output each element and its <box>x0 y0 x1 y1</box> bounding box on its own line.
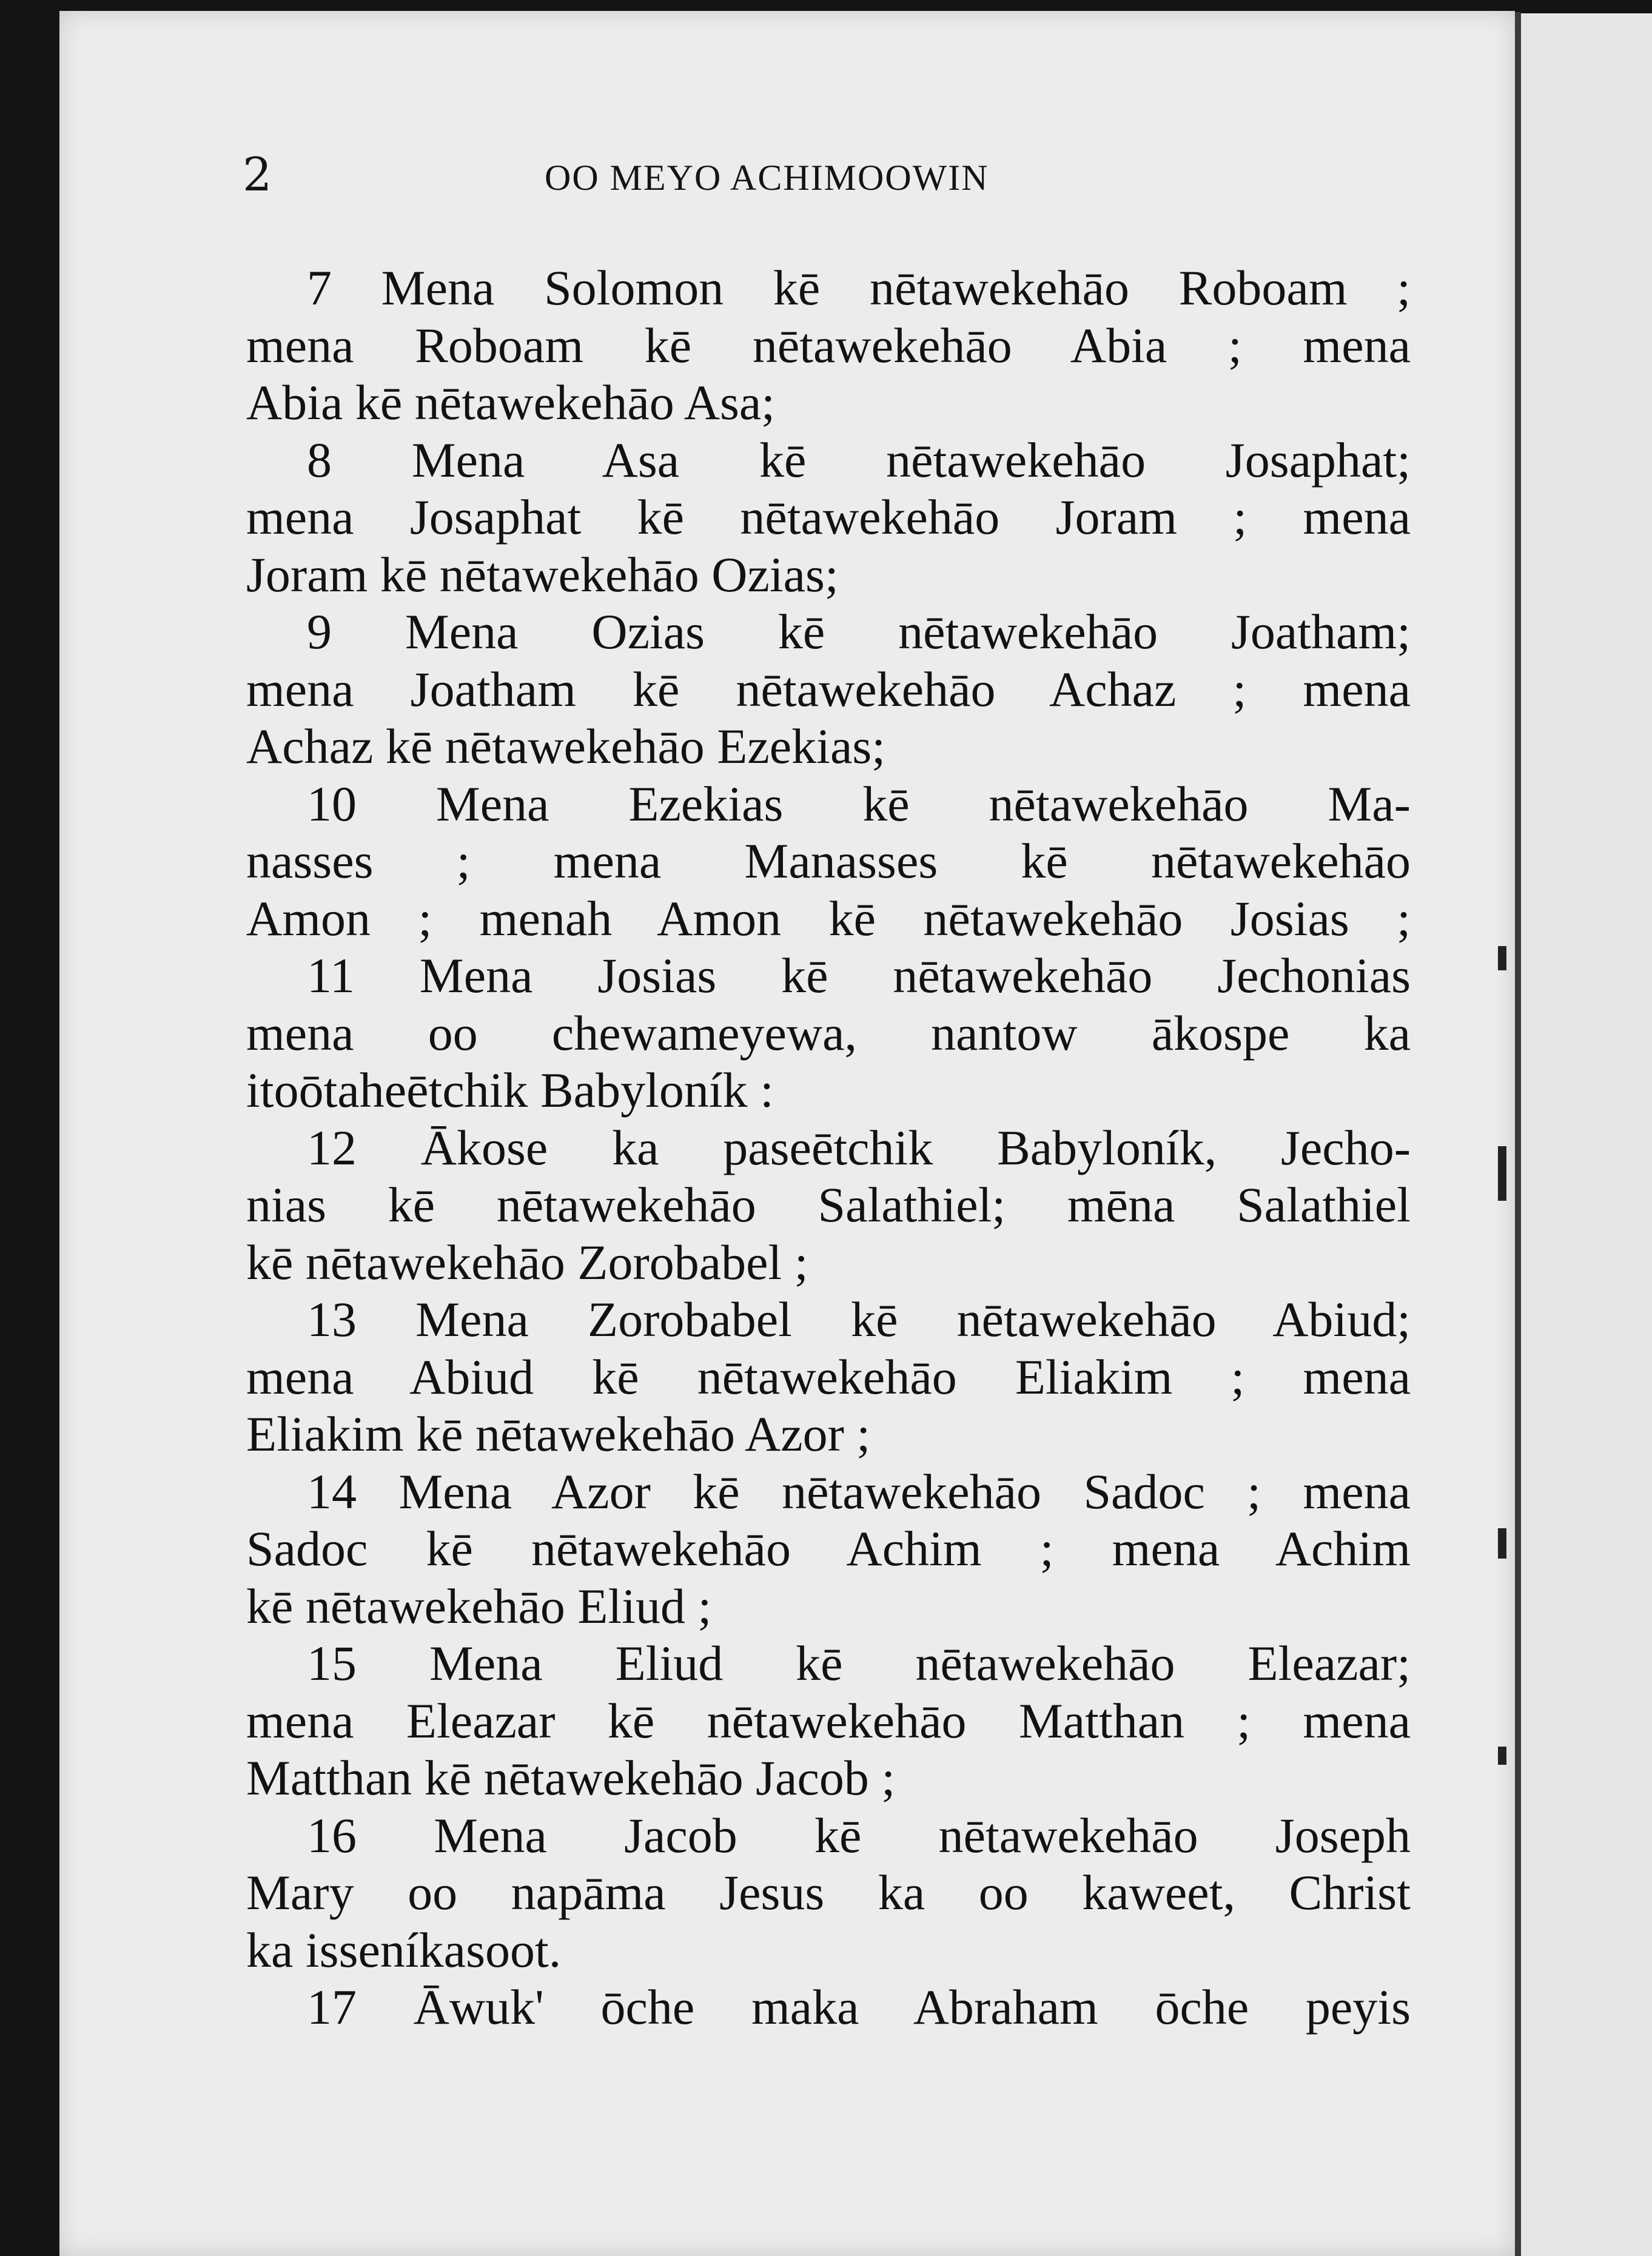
verse-line: ka isseníkasoot. <box>246 1922 562 1978</box>
verse-line: 10 Mena Ezekias kē nētawekehāo Ma- <box>307 776 1411 831</box>
page-header <box>59 147 1515 214</box>
verse-line: Sadoc kē nētawekehāo Achim ; mena Achim <box>246 1521 1411 1576</box>
verse-line: Eliakim kē nētawekehāo Azor ; <box>246 1406 871 1462</box>
verse-line: kē nētawekehāo Zorobabel ; <box>246 1234 808 1290</box>
verse-line: Abia kē nētawekehāo Asa; <box>246 375 776 430</box>
running-title: OO MEYO ACHIMOOWIN <box>545 158 989 198</box>
verse-line: 14 Mena Azor kē nētawekehāo Sadoc ; mena <box>307 1463 1411 1519</box>
verse-line: nias kē nētawekehāo Salathiel; mēna Salathiel <box>246 1177 1411 1232</box>
verse-line: 12 Ākose ka paseētchik Babyloník, Jecho- <box>307 1120 1411 1175</box>
verse-line: kē nētawekehāo Eliud ; <box>246 1578 712 1634</box>
verse-line: 8 Mena Asa kē nētawekehāo Josaphat; <box>307 432 1411 488</box>
verse-line: mena oo chewameyewa, nantow ākospe ka <box>246 1005 1411 1061</box>
verse-line: 15 Mena Eliud kē nētawekehāo Eleazar; <box>307 1636 1411 1691</box>
verse-line: mena Joatham kē nētawekehāo Achaz ; mena <box>246 661 1411 717</box>
page-number: 2 <box>243 147 272 201</box>
binding-mark <box>1498 1747 1506 1765</box>
verse-line: Joram kē nētawekehāo Ozias; <box>246 546 839 602</box>
verse-line: mena Josaphat kē nētawekehāo Joram ; mena <box>246 489 1411 545</box>
verse-line: mena Eleazar kē nētawekehāo Matthan ; mena <box>246 1693 1411 1748</box>
verse-line: 11 Mena Josias kē nētawekehāo Jechonias <box>307 948 1411 1003</box>
verse-line: 7 Mena Solomon kē nētawekehāo Roboam ; <box>307 260 1411 315</box>
facing-page-edge <box>1521 13 1652 2256</box>
verse-line: 16 Mena Jacob kē nētawekehāo Joseph <box>307 1807 1411 1863</box>
verse-line: mena Roboam kē nētawekehāo Abia ; mena <box>246 317 1411 373</box>
verse-line: 9 Mena Ozias kē nētawekehāo Joatham; <box>307 604 1411 659</box>
left-page <box>59 11 1515 2256</box>
verse-line: Mary oo napāma Jesus ka oo kaweet, Christ <box>246 1865 1411 1920</box>
binding-mark <box>1498 1528 1506 1559</box>
body-text <box>246 260 1411 2036</box>
page-gutter-edge <box>1515 12 1521 2256</box>
verse-line: Amon ; menah Amon kē nētawekehāo Josias ; <box>246 890 1411 946</box>
verse-line: 17 Āwuk' ōche maka Abraham ōche peyis <box>307 1979 1411 2035</box>
binding-mark <box>1498 1146 1506 1201</box>
verse-line: 13 Mena Zorobabel kē nētawekehāo Abiud; <box>307 1292 1411 1347</box>
verse-line: Achaz kē nētawekehāo Ezekias; <box>246 719 886 774</box>
verse-line: nasses ; mena Manasses kē nētawekehāo <box>246 833 1411 888</box>
verse-line: itoōtaheētchik Babyloník : <box>246 1063 774 1118</box>
binding-mark <box>1498 946 1506 970</box>
verse-line: mena Abiud kē nētawekehāo Eliakim ; mena <box>246 1349 1411 1405</box>
verse-line: Matthan kē nētawekehāo Jacob ; <box>246 1750 896 1805</box>
